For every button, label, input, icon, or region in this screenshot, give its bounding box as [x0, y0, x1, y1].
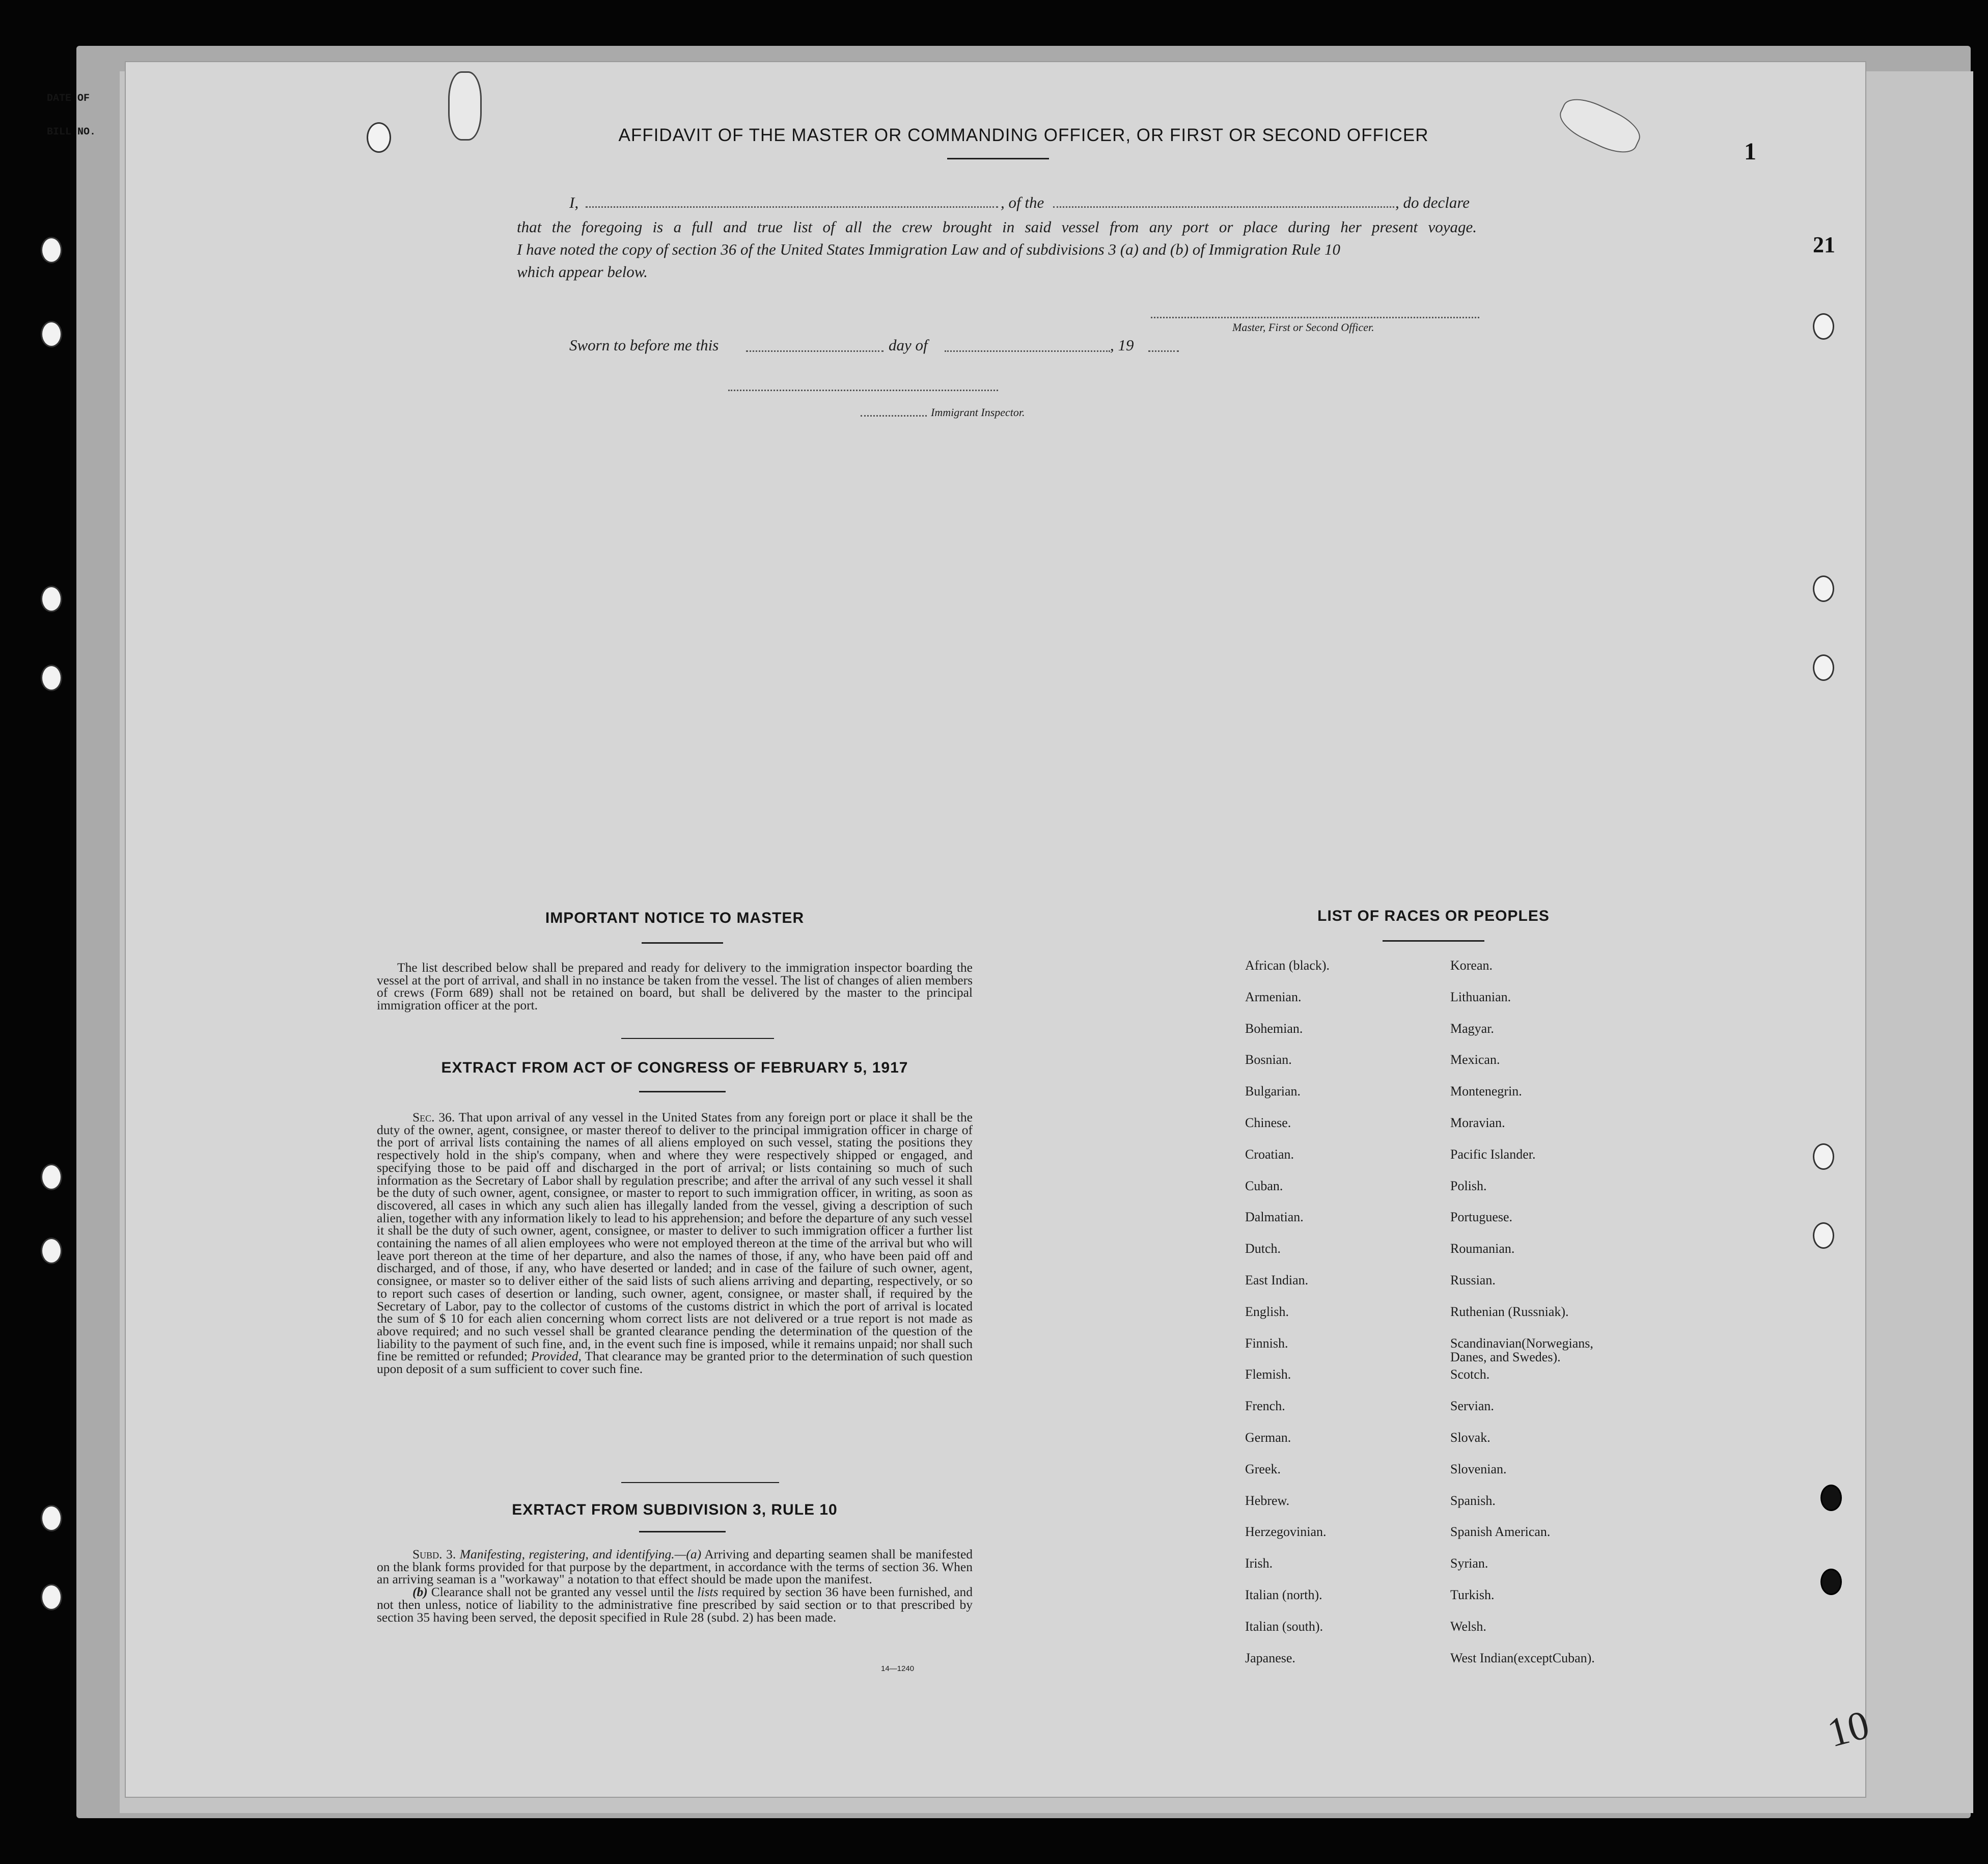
section-divider [621, 1482, 779, 1483]
race-item: Montenegrin. [1450, 1084, 1522, 1099]
race-item: Polish. [1450, 1178, 1487, 1193]
race-item: French. [1245, 1399, 1285, 1414]
extract-rule-title: EXRTACT FROM SUBDIVISION 3, RULE 10 [512, 1501, 838, 1518]
binder-hole [41, 665, 62, 691]
race-item: West Indian(exceptCuban). [1450, 1650, 1595, 1665]
notice-title: IMPORTANT NOTICE TO MASTER [545, 910, 805, 926]
race-item: Chinese. [1245, 1115, 1291, 1130]
binder-hole [1820, 1485, 1842, 1511]
paper-hole [367, 122, 391, 153]
affidavit-i: I, [569, 194, 579, 211]
race-item: Dutch. [1245, 1241, 1281, 1256]
binder-hole [1813, 575, 1834, 602]
binder-hole [41, 1584, 62, 1610]
vessel-line [1053, 206, 1394, 208]
race-item: Korean. [1450, 958, 1493, 973]
subd-label: Subd. 3. [412, 1547, 456, 1561]
race-item: Magyar. [1450, 1021, 1494, 1036]
side-number: 21 [1813, 232, 1835, 257]
sworn-month-line [945, 350, 1110, 352]
race-item: Cuban. [1245, 1178, 1283, 1193]
race-item: Turkish. [1450, 1587, 1495, 1602]
binder-hole [1813, 654, 1834, 681]
race-item: German. [1245, 1430, 1291, 1445]
extract-act-title: EXTRACT FROM ACT OF CONGRESS OF FEBRUARY 5, 1917 [441, 1059, 908, 1076]
race-item: Servian. [1450, 1399, 1494, 1414]
race-item: Bohemian. [1245, 1021, 1303, 1036]
extract-rule-rule [639, 1531, 726, 1532]
race-item: Syrian. [1450, 1556, 1488, 1571]
race-item: Slovenian. [1450, 1461, 1507, 1476]
torn-tab [448, 71, 482, 141]
sworn-year: , 19 [1110, 336, 1134, 354]
extract-rule-body [377, 1548, 973, 1624]
label-b: (b) [412, 1584, 428, 1600]
race-item: Portuguese. [1450, 1210, 1513, 1225]
name-line [586, 206, 998, 208]
race-item: Scotch. [1450, 1367, 1490, 1382]
sec-text-end: That clearance may be granted prior to the determination of such question upon deposit of a sum sufficient to cover such fine. [377, 1349, 973, 1377]
edge-text-bill: BILL NO. [47, 126, 96, 138]
race-item: Armenian. [1245, 989, 1302, 1004]
subd-text-a: Arriving and departing seamen shall be manifested on the blank forms provided for that purpose by the department, in accordance with the terms of section 36. When an arriving seaman is a "workaway" a notation to that effect should be made upon the manifest. [377, 1547, 973, 1587]
show-through-text [458, 423, 1731, 932]
race-item: Scandinavian(Norwegians, Danes, and Swedes). [1450, 1335, 1593, 1364]
race-item: Roumanian. [1450, 1241, 1515, 1256]
form-number: 14—1240 [881, 1664, 915, 1673]
binder-hole [41, 1238, 62, 1264]
race-item: Mexican. [1450, 1052, 1500, 1067]
sec-text: That upon arrival of any vessel in the United States from any foreign port or place it shall be the duty of the owner, agent, consignee, or master thereof to deliver to the principal immigration officer in charge of the port of arrival lists containing the names of all aliens employed on such vessel, stating the positions they respectively hold in the ship's company, when and where they were respectively shipped or engaged, and specifying those to be paid off and discharged in the port of arrival; or lists containing so much of such information as the Secretary of Labor shall by regulation prescribe; and after the arrival of any such vessel it shall be the duty of such owner, agent, consignee, or master to report to such immigration officer, in writing, as soon as discovered, all cases in which any such alien has illegally landed from the vessel, giving a description of such alien, together with any information likely to lead to his apprehension; and before the departure of any such vessel it shall be the duty of such owner, agent, consignee, or master to deliver to such immigration officer a further list containing the names of all alien employees who were not employed thereon at the time of the arrival but who will leave port thereon at the time of her departure, and also the names of those, if any, who have been paid off and discharged, and of those, if any, who have deserted or landed; and in case of the failure of such owner, agent, consignee, or master so to deliver either of the said lists of such aliens arriving and departing, respectively, or so to report such cases of desertion or landing, such owner, agent, consignee, or master shall, if required by the Secretary of Labor, pay to the collector of customs of the customs district in which the port of arrival is located the sum of $ 10 for each alien concerning whom correct lists are not delivered or a true report is not made as above required; and no such vessel shall be granted clearance pending the determination of the question of the liability to the payment of such fine, and, in the event such fine is imposed, while it remains unpaid; nor shall such fine be remitted or refunded; [377, 1110, 973, 1364]
corner-number: 10 [1823, 1702, 1874, 1756]
provided-word: Provided, [531, 1349, 582, 1364]
race-item: Irish. [1245, 1556, 1273, 1571]
sworn-day-line [746, 350, 883, 352]
extract-act-rule [639, 1091, 726, 1092]
inspector-caption: Immigrant Inspector. [931, 406, 1025, 419]
lists-word: lists [697, 1584, 719, 1600]
title-rule [947, 158, 1049, 159]
race-item: Welsh. [1450, 1619, 1486, 1634]
race-item: Dalmatian. [1245, 1210, 1304, 1225]
race-item: African (black). [1245, 958, 1330, 973]
affidavit-line-4: which appear below. [517, 263, 648, 281]
affidavit-title: AFFIDAVIT OF THE MASTER OR COMMANDING OFFICER, OR FIRST OR SECOND OFFICER [618, 125, 1429, 145]
notice-rule [642, 942, 723, 944]
page-number-mark: 1 [1744, 138, 1756, 165]
race-item: Bosnian. [1245, 1052, 1292, 1067]
race-item: Croatian. [1245, 1146, 1294, 1162]
race-item: Lithuanian. [1450, 989, 1511, 1004]
edge-text-date: DATE OF [47, 93, 90, 104]
binder-hole [41, 1164, 62, 1190]
race-item: Russian. [1450, 1273, 1496, 1287]
binder-hole [41, 586, 62, 612]
sec-label: Sec. 36. [412, 1110, 455, 1125]
binder-hole [41, 1505, 62, 1531]
section-divider [621, 1038, 774, 1039]
race-item: Bulgarian. [1245, 1084, 1301, 1099]
inspector-signature-line [728, 390, 998, 391]
master-signature-line [1151, 317, 1479, 318]
race-item: Finnish. [1245, 1335, 1288, 1351]
sworn-year-line [1148, 350, 1179, 352]
subd-heading: Manifesting, registering, and identifying.—(a) [459, 1547, 702, 1561]
race-item: Japanese. [1245, 1650, 1295, 1665]
sworn-day-of: day of [889, 336, 928, 354]
affidavit-line-2: that the foregoing is a full and true list of all the crew brought in said vessel from any port or place during her present voyage. [517, 218, 1477, 236]
race-item: English. [1245, 1304, 1289, 1319]
notice-text: The list described below shall be prepared and ready for delivery to the immigration inspector boarding the vessel at the port of arrival, and shall in no instance be taken from the vessel. The list of changes of alien members of crews (Form 689) shall not be retained on board, but shall be delivered by the master to the principal immigration officer at the port. [377, 960, 973, 1013]
subd-text-b2: required by section 36 have been furnished, and not then unless, notice of liability to the administrative fine prescribed by said section or to that prescribed by section 35 having been served, the deposit specified in Rule 28 (subd. 2) has been made. [377, 1584, 973, 1625]
race-item: Slovak. [1450, 1430, 1490, 1445]
binder-hole [1820, 1569, 1842, 1595]
race-item: Ruthenian (Russniak). [1450, 1304, 1569, 1319]
inspector-caption-lead [861, 415, 927, 417]
master-signature-caption: Master, First or Second Officer. [1232, 321, 1374, 334]
races-title: LIST OF RACES OR PEOPLES [1317, 908, 1550, 924]
race-item: Spanish. [1450, 1493, 1496, 1508]
extract-act-body [377, 1111, 973, 1376]
race-item: Moravian. [1450, 1115, 1505, 1130]
binder-hole [1813, 313, 1834, 340]
race-item: Spanish American. [1450, 1524, 1551, 1540]
subd-text-b1: Clearance shall not be granted any vessel until the [431, 1584, 694, 1600]
races-rule [1383, 940, 1484, 942]
affidavit-declare: , do declare [1395, 194, 1470, 211]
race-item: Italian (south). [1245, 1619, 1323, 1634]
sworn-prefix: Sworn to before me this [569, 336, 719, 354]
race-item: Italian (north). [1245, 1587, 1322, 1602]
binder-hole [1813, 1222, 1834, 1249]
binder-hole [1813, 1143, 1834, 1170]
binder-hole [41, 321, 62, 347]
race-item: Greek. [1245, 1461, 1281, 1476]
race-item: Flemish. [1245, 1367, 1291, 1382]
binder-hole [41, 237, 62, 263]
race-item: Hebrew. [1245, 1493, 1290, 1508]
affidavit-line-3: I have noted the copy of section 36 of the United States Immigration Law and of subdivisions 3 (a) and (b) of Immigration Rule 10 [517, 240, 1340, 258]
race-item: Herzegovinian. [1245, 1524, 1327, 1540]
affidavit-of-the: , of the [1001, 194, 1044, 211]
race-item: Pacific Islander. [1450, 1146, 1536, 1162]
race-item: East Indian. [1245, 1273, 1309, 1287]
